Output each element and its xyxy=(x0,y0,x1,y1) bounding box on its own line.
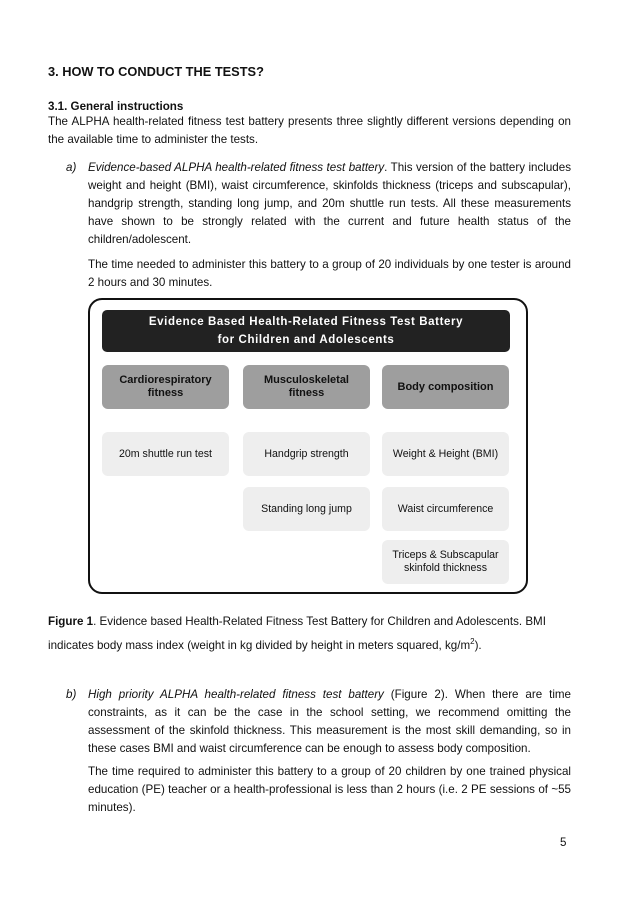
subsection-heading: 3.1. General instructions xyxy=(48,100,184,113)
item-b-body: (Figure 2). When there are time constraints, as it can be the case in the school setting, we recommend omitting the assessment of the skinfold thickness. This measurement is the most skill demanding, so in these cases BMI and waist circumference can be enough to assess body composition. xyxy=(88,688,572,755)
item-a-time: The time needed to administer this battery to a group of 20 individuals by one tester is around 2 hours and 30 minutes. xyxy=(88,258,571,289)
test-skinfold: Triceps & Subscapular skinfold thickness xyxy=(382,540,509,584)
figure-caption xyxy=(48,612,571,656)
item-a-body: . This version of the battery includes weight and height (BMI), waist circumference, skinfolds thickness (triceps and subscapular), handgrip strength, standing long jump, and 20m shuttle run tests. All these measurements have shown to be strongly related with the current and future health status of the children/adolescent. xyxy=(88,161,571,246)
item-a-paragraph xyxy=(88,159,571,249)
item-b-paragraph xyxy=(88,686,571,758)
item-b-label: b) xyxy=(66,688,77,701)
test-handgrip: Handgrip strength xyxy=(243,432,370,476)
figure-caption-label: Figure 1 xyxy=(48,615,94,628)
category-cardiorespiratory: Cardiorespiratory fitness xyxy=(102,365,229,409)
item-b-time: The time required to administer this battery to a group of 20 children by one trained physical education (PE) teacher or a health-professional is less than 2 hours (i.e. 2 PE sessions of ~55 minutes). xyxy=(88,765,571,814)
category-musculoskeletal: Musculoskeletal fitness xyxy=(243,365,370,409)
diagram-header xyxy=(102,310,510,352)
test-standing-long-jump: Standing long jump xyxy=(243,487,370,531)
item-a-title: Evidence-based ALPHA health-related fitness test battery xyxy=(88,161,385,174)
figure-caption-superscript: 2 xyxy=(470,637,475,646)
diagram-header-line1: Evidence Based Health-Related Fitness Test Battery xyxy=(148,316,464,328)
figure-caption-text: . Evidence based Health-Related Fitness Test Battery for Children and Adolescents. BMI indicates body mass index (weight in kg divided by height in meters squared, kg/m xyxy=(48,615,546,652)
figure-caption-end: ). xyxy=(474,638,482,652)
test-shuttle-run: 20m shuttle run test xyxy=(102,432,229,476)
item-b-title: High priority ALPHA health-related fitness test battery xyxy=(88,688,384,701)
diagram-header-line2: for Children and Adolescents xyxy=(217,334,395,346)
intro-paragraph: The ALPHA health-related fitness test battery presents three slightly different versions depending on the available time to administer the tests. xyxy=(48,115,571,146)
page-number: 5 xyxy=(560,836,567,849)
item-a-label: a) xyxy=(66,161,77,174)
test-weight-height: Weight & Height (BMI) xyxy=(382,432,509,476)
category-body-composition: Body composition xyxy=(382,365,509,409)
section-heading: 3. HOW TO CONDUCT THE TESTS? xyxy=(48,64,264,79)
test-waist: Waist circumference xyxy=(382,487,509,531)
